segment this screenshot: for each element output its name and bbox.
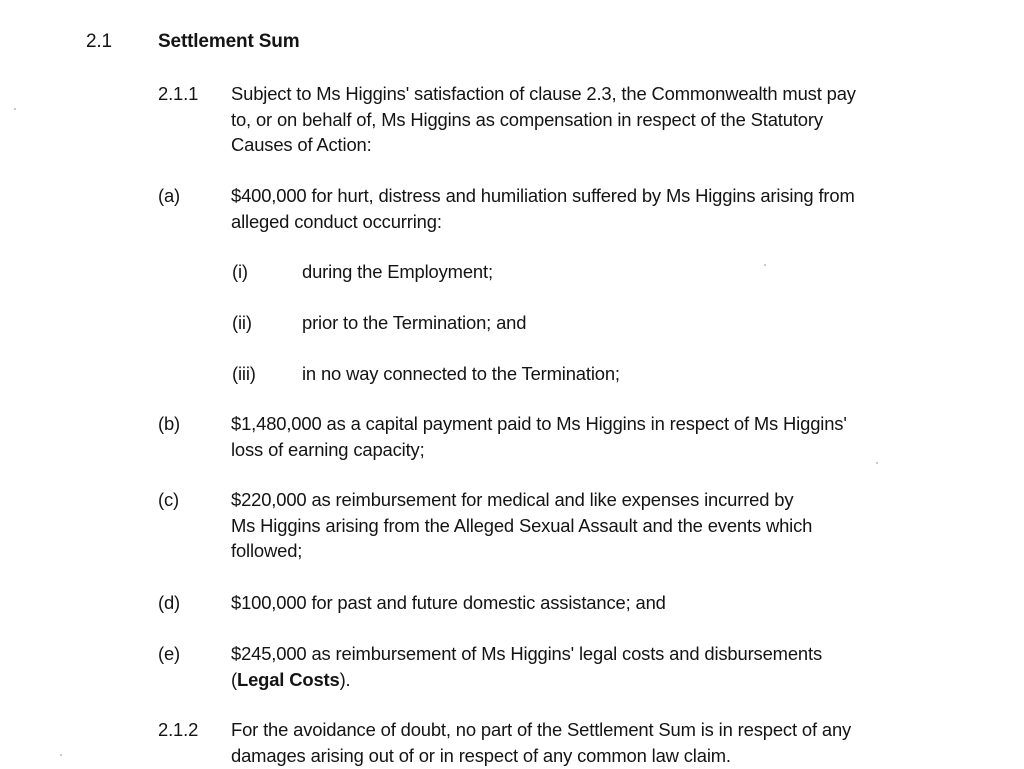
defined-term-legal-costs: Legal Costs (236, 668, 340, 690)
item-e-line: $245,000 as reimbursement of Ms Higgins' legal costs and disbursements (231, 643, 823, 664)
section-number: 2.1 (86, 31, 112, 52)
item-d-label: (d) (158, 592, 181, 613)
item-e-label: (e) (158, 643, 181, 664)
item-c-line: followed; (231, 540, 303, 561)
scan-speck (14, 108, 16, 110)
item-e-line (231, 667, 822, 693)
item-c-line: $220,000 as reimbursement for medical and like expenses incurred by (231, 489, 794, 510)
clause-2-1-2-line: damages arising out of or in respect of any common law claim. (231, 744, 731, 766)
subitem-i-text: during the Employment; (302, 261, 493, 282)
clause-2-1-1-number: 2.1.1 (158, 83, 199, 104)
scan-speck (764, 264, 766, 266)
item-e-open-paren: ( (231, 668, 237, 690)
item-b-line: $1,480,000 as a capital payment paid to Ms Higgins in respect of Ms Higgins' (231, 413, 847, 434)
subitem-iii-text: in no way connected to the Termination; (302, 363, 620, 384)
item-b-text (231, 411, 847, 462)
clause-2-1-1-line: Subject to Ms Higgins' satisfaction of clause 2.3, the Commonwealth must pay (231, 83, 856, 104)
clause-2-1-1-line: Causes of Action: (231, 134, 372, 155)
subitem-ii-text: prior to the Termination; and (302, 312, 527, 333)
clause-2-1-2-number: 2.1.2 (158, 719, 199, 740)
scan-speck (60, 754, 62, 756)
item-c-text (231, 487, 812, 564)
item-b-label: (b) (158, 413, 181, 434)
item-c-label: (c) (158, 489, 179, 510)
item-a-line: $400,000 for hurt, distress and humiliation suffered by Ms Higgins arising from (231, 185, 855, 206)
clause-2-1-2-text (231, 717, 851, 768)
item-a-line: alleged conduct occurring: (231, 210, 442, 232)
section-title: Settlement Sum (158, 31, 300, 52)
item-a-label: (a) (158, 185, 181, 206)
item-a-text (231, 183, 855, 234)
scan-speck (876, 462, 878, 464)
clause-2-1-1-text (231, 81, 856, 158)
subitem-i-label: (i) (232, 261, 248, 282)
clause-2-1-1-line: to, or on behalf of, Ms Higgins as compensation in respect of the Statutory (231, 108, 823, 130)
item-c-line: Ms Higgins arising from the Alleged Sexual Assault and the events which (231, 514, 813, 536)
subitem-iii-label: (iii) (232, 363, 256, 384)
subitem-ii-label: (ii) (232, 312, 252, 333)
clause-2-1-2-line: For the avoidance of doubt, no part of the Settlement Sum is in respect of any (231, 719, 852, 740)
item-d-text: $100,000 for past and future domestic assistance; and (231, 592, 666, 613)
item-e-text (231, 641, 822, 692)
item-b-line: loss of earning capacity; (231, 438, 425, 460)
item-e-close-paren: ). (339, 668, 351, 690)
